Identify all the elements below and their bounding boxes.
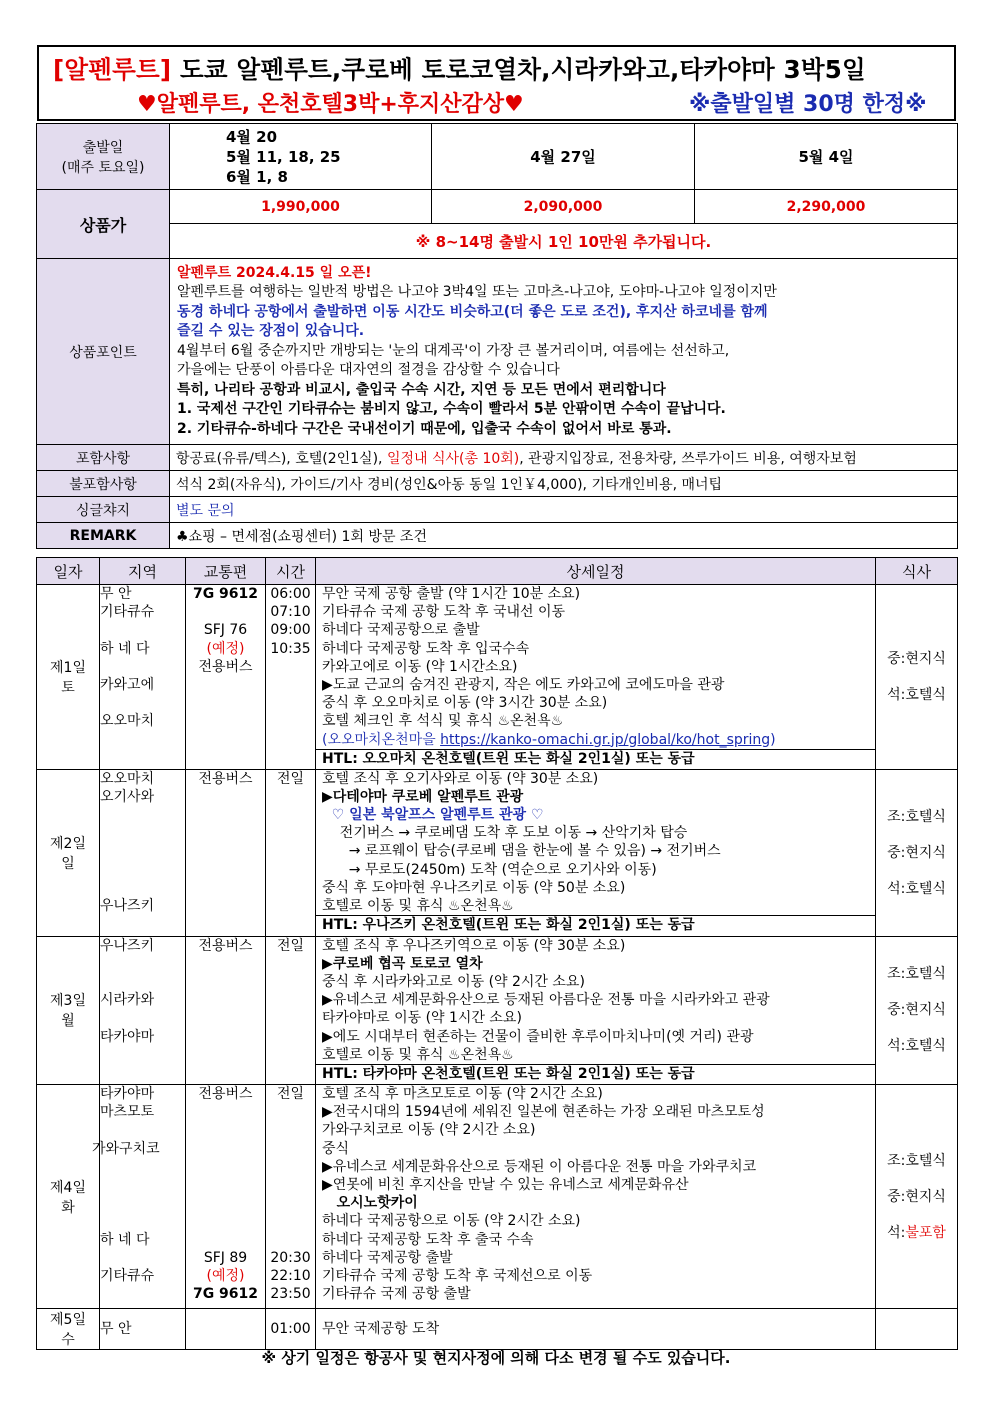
- time: 23:50: [270, 1286, 311, 1303]
- points-label: 상품포인트: [37, 259, 170, 445]
- flight: 7G 9612: [192, 1286, 259, 1303]
- detail-line: 기타큐슈 국제 공항 도착 후 국제선으로 이동: [322, 1267, 593, 1284]
- product-title: [53, 51, 866, 86]
- region: 오기사와: [100, 788, 155, 805]
- single-value: 별도 문의: [170, 497, 958, 523]
- day-row-2: [37, 769, 958, 936]
- region: 기타큐슈: [100, 1267, 155, 1284]
- detail-line: 중식 후 오오마치로 이동 (약 3시간 30분 소요): [322, 695, 608, 712]
- product-info-table: [36, 123, 958, 549]
- flight: 7G 9612: [192, 586, 259, 602]
- day-transport: [186, 936, 266, 1084]
- time: 01:00: [270, 1320, 311, 1337]
- region: 하 네 다: [100, 640, 150, 657]
- single-label: 싱글챠지: [37, 497, 170, 523]
- region: 무 안: [100, 1320, 132, 1337]
- region: [100, 806, 185, 824]
- col-region: 지역: [100, 558, 186, 585]
- day-transport: [186, 769, 266, 936]
- departure-dates-1: [170, 124, 432, 190]
- time: 전일: [276, 1086, 305, 1102]
- transport: 전용버스: [198, 1086, 253, 1102]
- time: 22:10: [270, 1267, 311, 1284]
- detail-line: ▶유네스코 세계문화유산으로 등재된 아름다운 전통 마을 시라카와고 관광: [322, 992, 770, 1009]
- meal-excluded: 불포함: [905, 1224, 946, 1241]
- region: [100, 1212, 185, 1230]
- day-label: [37, 769, 100, 936]
- tentative: (예정): [206, 640, 245, 657]
- meal-prefix: 석:: [887, 1224, 906, 1241]
- region: [100, 694, 185, 712]
- detail-line: → 무로도(2450m) 도착 (역순으로 오기사와 이동): [322, 861, 657, 878]
- time: [266, 1231, 315, 1249]
- excluded-row: [37, 471, 958, 497]
- day-transport: [186, 585, 266, 770]
- time: 07:10: [270, 604, 311, 621]
- detail-line: 중식 후 시라카와고로 이동 (약 2시간 소요): [322, 974, 585, 991]
- hotel-line: HTL: 타카야마 온천호텔(트윈 또는 화실 2인1실) 또는 동급: [316, 1064, 875, 1084]
- point-line: 동경 하네다 공항에서 출발하면 이동 시간도 비슷하고(더 좋은 도로 조건), 후지산 하코네를 함께: [177, 303, 768, 320]
- transport: [186, 1140, 265, 1158]
- time: 전일: [276, 770, 305, 787]
- dep1-line: 4월 20: [226, 127, 278, 146]
- departure-label-1: 출발일: [82, 139, 124, 156]
- detail-line: 하네다 국제공항으로 이동 (약 2시간 소요): [322, 1213, 581, 1230]
- included-value: [170, 445, 958, 471]
- time: 20:30: [270, 1249, 311, 1266]
- dep1-line: 6월 1, 8: [226, 167, 288, 186]
- detail-line: ▶에도 시대부터 현존하는 건물이 즐비한 후루이마치나미(옛 거리) 관광: [322, 1028, 754, 1045]
- price-1: 1,990,000: [170, 190, 432, 224]
- point-line: 1. 국제선 구간인 기타큐슈는 붐비지 않고, 수속이 빨라서 5분 안팎이면 수속이 끝납니다.: [177, 401, 726, 418]
- departure-label-2: (매주 토요일): [61, 159, 145, 176]
- meal: [876, 1215, 957, 1251]
- detail-line: ▶전국시대의 1594년에 세워진 일본에 현존하는 가장 오래된 마츠모토성: [322, 1104, 765, 1121]
- day-meals: [876, 585, 958, 770]
- region: 기타큐슈: [100, 604, 155, 621]
- day-details: [316, 585, 876, 770]
- remark-row: [37, 523, 958, 549]
- region: 무 안: [100, 586, 132, 602]
- day-number: 제5일: [50, 1312, 86, 1328]
- product-points: [170, 259, 958, 445]
- col-time: 시간: [266, 558, 316, 585]
- detail-line: ▶쿠로베 협곡 토로코 열차: [322, 955, 483, 972]
- price-note: ※ 8~14명 출발시 1인 10만원 추가됩니다.: [170, 224, 958, 259]
- price-label: 상품가: [37, 190, 170, 259]
- day-regions: [100, 769, 186, 936]
- detail-line: 전기버스 → 쿠로베댐 도착 후 도보 이동 → 산악기차 탑승: [322, 825, 688, 842]
- limit-notice: ※출발일별 30명 한정※: [689, 92, 927, 117]
- transport: [186, 1121, 265, 1139]
- hotel-line: HTL: 우나즈키 온천호텔(트윈 또는 화실 2인1실) 또는 동급: [316, 915, 875, 935]
- price-3: 2,290,000: [695, 190, 958, 224]
- day-regions: [92, 1085, 186, 1309]
- day-transport: [186, 1085, 266, 1309]
- region: [100, 1249, 185, 1267]
- meal: 조:호텔식: [887, 1152, 946, 1169]
- time: [266, 1212, 315, 1230]
- detail-line: 오시노핫카이: [322, 1195, 418, 1212]
- meal: 중:현지식: [887, 650, 946, 667]
- detail-line: ▶유네스코 세계문화유산으로 등재된 이 아름다운 전통 마을 가와쿠치코: [322, 1158, 757, 1175]
- tentative: (예정): [206, 1267, 245, 1284]
- included-text-c: , 관광지입장료, 전용차량, 쓰루가이드 비용, 여행자보험: [519, 450, 857, 467]
- day-weekday: 토: [61, 679, 75, 696]
- region: 타카야마: [100, 1086, 155, 1102]
- detail-line: 기타큐슈 국제 공항 출발: [322, 1286, 471, 1303]
- meal: 석:호텔식: [887, 686, 946, 703]
- meal: 조:호텔식: [887, 966, 946, 983]
- day-details: [316, 769, 876, 936]
- region: 우나즈키: [100, 937, 155, 954]
- detail-line: 하네다 국제공항 도착 후 입국수속: [322, 640, 530, 657]
- day-meals: [876, 936, 958, 1084]
- excluded-label: 불포함사항: [37, 471, 170, 497]
- transport: [186, 1212, 265, 1230]
- time: [266, 1176, 315, 1194]
- day-row-1: [37, 585, 958, 770]
- region: [100, 1121, 185, 1139]
- region: 가와구치코: [92, 1140, 160, 1157]
- day-details: [316, 1085, 876, 1309]
- point-line: 즐길 수 있는 장점이 있습니다.: [177, 323, 365, 340]
- itinerary-table: [36, 557, 958, 1350]
- point-line: 4월부터 6월 중순까지만 개방되는 '눈의 대계곡'이 가장 큰 볼거리이며, 여름에는 선선하고,: [177, 342, 730, 359]
- detail-line: 호텔 조식 후 오기사와로 이동 (약 30분 소요): [322, 770, 599, 787]
- col-day: 일자: [37, 558, 100, 585]
- remark-value: ♣쇼핑 – 면세점(쇼핑센터) 1회 방문 조건: [170, 523, 958, 549]
- hot-spring-link[interactable]: https://kanko-omachi.gr.jp/global/ko/hot_spring: [440, 731, 771, 748]
- point-line: 가을에는 단풍이 아름다운 대자연의 절경을 감상할 수 있습니다: [177, 362, 560, 379]
- link-prefix: (오오마치온천마을: [322, 731, 441, 748]
- day-regions: [100, 585, 186, 770]
- region: [100, 973, 185, 991]
- time: [266, 1121, 315, 1139]
- transport: [186, 1103, 265, 1121]
- detail-line: 호텔 체크인 후 석식 및 휴식 ♨온천욕♨: [322, 713, 564, 730]
- time: 09:00: [270, 622, 311, 639]
- detail-line: 무안 국제공항 도착: [322, 1320, 440, 1337]
- footer-note: ※ 상기 일정은 항공사 및 현지사정에 의해 다소 변경 될 수도 있습니다.: [261, 1349, 731, 1367]
- transport: [186, 1176, 265, 1194]
- region: [100, 621, 185, 639]
- day-times: [266, 585, 316, 770]
- detail-line: 하네다 국제공항 도착 후 출국 수속: [322, 1231, 534, 1248]
- region: [100, 658, 185, 676]
- detail-line: 기타큐슈 국제 공항 도착 후 국내선 이동: [322, 604, 566, 621]
- title-box: [37, 45, 956, 121]
- region: [100, 1176, 185, 1194]
- product-subtitle: ♥알펜루트, 온천호텔3박+후지산감상♥: [137, 92, 524, 117]
- region: 우나즈키: [100, 898, 155, 914]
- meal: 석:호텔식: [887, 1038, 946, 1055]
- region: 하 네 다: [100, 1231, 150, 1248]
- detail-line: 호텔 조식 후 우나즈키역으로 이동 (약 30분 소요): [322, 937, 626, 954]
- departure-row: [37, 124, 958, 190]
- transport: 전용버스: [198, 770, 253, 787]
- transport: [186, 603, 265, 621]
- day-weekday: 일: [61, 855, 75, 872]
- detail-line: 호텔 조식 후 마츠모토로 이동 (약 2시간 소요): [322, 1086, 603, 1102]
- meal: 중:현지식: [887, 1188, 946, 1205]
- region: 오오마치: [100, 770, 155, 787]
- region: 카와고에: [100, 676, 155, 693]
- title-main: 도쿄 알펜루트,쿠로베 토로코열차,시라카와고,타카야마 3박5일: [171, 55, 866, 84]
- time: [266, 1140, 315, 1158]
- time: [266, 1158, 315, 1176]
- hotel-line: HTL: 오오마치 온천호텔(트윈 또는 화실 2인1실) 또는 동급: [316, 749, 875, 769]
- transport: [186, 1194, 265, 1212]
- day-row-3: [37, 936, 958, 1084]
- included-row: [37, 445, 958, 471]
- point-line: 특히, 나리타 공항과 비교시, 출입국 수속 시간, 지연 등 모든 면에서 편리합니다: [177, 381, 666, 398]
- price-2: 2,090,000: [432, 190, 695, 224]
- detail-line: 하네다 국제공항 출발: [322, 1249, 453, 1266]
- region: [100, 1194, 185, 1212]
- day-weekday: 화: [61, 1199, 75, 1216]
- detail-line: ♡ 일본 북알프스 알펜루트 관광 ♡: [322, 807, 544, 824]
- excluded-value: 석식 2회(자유식), 가이드/기사 경비(성인&아동 동일 1인￥4,000), 기타개인비용, 매너팁: [170, 471, 958, 497]
- day-times: [266, 1309, 316, 1350]
- day-number: 제4일: [50, 1179, 86, 1196]
- day-label: [37, 1085, 100, 1309]
- time: [266, 1103, 315, 1121]
- col-transport: 교통편: [186, 558, 266, 585]
- detail-line: ▶연못에 비친 후지산을 만날 수 있는 유네스코 세계문화유산: [322, 1176, 689, 1193]
- region: [100, 824, 185, 842]
- itinerary-header: [37, 558, 958, 585]
- detail-line: 호텔로 이동 및 휴식 ♨온천욕♨: [322, 898, 514, 914]
- included-text-a: 항공료(유류/텍스), 호텔(2인1실),: [176, 450, 387, 467]
- title-bracket: [알펜루트]: [53, 55, 172, 84]
- meal: 중:현지식: [887, 844, 946, 861]
- flight: SFJ 76: [203, 622, 248, 639]
- meal: 중:현지식: [887, 1002, 946, 1019]
- transport: [186, 1158, 265, 1176]
- detail-line: 무안 국제 공항 출발 (약 1시간 10분 소요): [322, 586, 581, 602]
- flight: SFJ 89: [203, 1249, 248, 1266]
- meal: 조:호텔식: [887, 808, 946, 825]
- price-row: [37, 190, 958, 224]
- region: 마츠모토: [100, 1104, 155, 1121]
- transport: 전용버스: [198, 937, 253, 954]
- col-meal: 식사: [876, 558, 958, 585]
- day-details: [316, 1309, 876, 1350]
- region: [100, 1158, 185, 1176]
- day-regions: [100, 936, 186, 1084]
- region: 타카야마: [100, 1028, 155, 1045]
- dep1-line: 5월 11, 18, 25: [226, 147, 341, 166]
- day-times: [266, 769, 316, 936]
- day-regions: [100, 1309, 186, 1350]
- day-number: 제1일: [50, 659, 86, 676]
- day-row-5: [37, 1309, 958, 1350]
- meal: 석:호텔식: [887, 880, 946, 897]
- departure-label: [37, 124, 170, 190]
- region: [100, 879, 185, 897]
- time: 06:00: [270, 586, 311, 602]
- detail-line: 가와구치코로 이동 (약 2시간 소요): [322, 1122, 536, 1139]
- day-label: [37, 936, 100, 1084]
- point-line: 알펜루트 2024.4.15 일 오픈!: [177, 264, 372, 281]
- day-times: [266, 1085, 316, 1309]
- single-row: [37, 497, 958, 523]
- day-number: 제3일: [50, 993, 86, 1010]
- included-label: 포함사항: [37, 445, 170, 471]
- hot-spring-link-line: [322, 731, 875, 749]
- day-label: [37, 585, 100, 770]
- detail-line: 중식: [322, 1140, 350, 1157]
- detail-line: 카와고에로 이동 (약 1시간소요): [322, 658, 518, 675]
- detail-line: 하네다 국제공항으로 출발: [322, 622, 480, 639]
- day-meals: [876, 1309, 958, 1350]
- transport: [186, 1231, 265, 1249]
- detail-line: 중식 후 도야마현 우나즈키로 이동 (약 50분 소요): [322, 879, 626, 896]
- detail-line: → 로프웨이 탑승(쿠로베 댐을 한눈에 볼 수 있음) → 전기버스: [322, 843, 721, 860]
- day-details: [316, 936, 876, 1084]
- point-line: 알펜루트를 여행하는 일반적 방법은 나고야 3박4일 또는 고마츠-나고야, 도야마-나고야 일정이지만: [177, 284, 777, 301]
- departure-dates-3: 5월 4일: [695, 124, 958, 190]
- included-meals: 일정내 식사(총 10회): [386, 450, 520, 467]
- region: 시라카와: [100, 992, 155, 1009]
- day-times: [266, 936, 316, 1084]
- region: [100, 1009, 185, 1027]
- detail-line: 호텔로 이동 및 휴식 ♨온천욕♨: [322, 1046, 514, 1063]
- region: 오오마치: [100, 713, 155, 730]
- detail-line: ▶도쿄 근교의 숨겨진 관광지, 작은 에도 카와고에 코에도마을 관광: [322, 676, 725, 693]
- col-detail: 상세일정: [316, 558, 876, 585]
- transport: 전용버스: [198, 658, 253, 675]
- day-meals: [876, 769, 958, 936]
- time: 전일: [276, 937, 305, 954]
- region: [100, 861, 185, 879]
- time: 10:35: [270, 640, 311, 657]
- detail-line: 타카야마로 이동 (약 1시간 소요): [322, 1010, 522, 1027]
- day-number: 제2일: [50, 835, 86, 852]
- remark-label: REMARK: [37, 523, 170, 549]
- day-transport: [186, 1309, 266, 1350]
- day-weekday: 월: [61, 1013, 75, 1030]
- region: [100, 955, 185, 973]
- points-row: [37, 259, 958, 445]
- day-meals: [876, 1085, 958, 1309]
- region: [100, 842, 185, 860]
- detail-line: ▶다테야마 쿠로베 알펜루트 관광: [322, 788, 524, 805]
- day-label: [37, 1309, 100, 1350]
- day-row-4: [37, 1085, 958, 1309]
- day-weekday: 수: [61, 1332, 75, 1348]
- departure-dates-2: 4월 27일: [432, 124, 695, 190]
- point-line: 2. 기타큐슈-하네다 구간은 국내선이기 때문에, 입출국 수속이 없어서 바로 통과.: [177, 420, 672, 437]
- price-note-row: [37, 224, 958, 259]
- time: [266, 1194, 315, 1212]
- link-suffix: ): [770, 731, 776, 748]
